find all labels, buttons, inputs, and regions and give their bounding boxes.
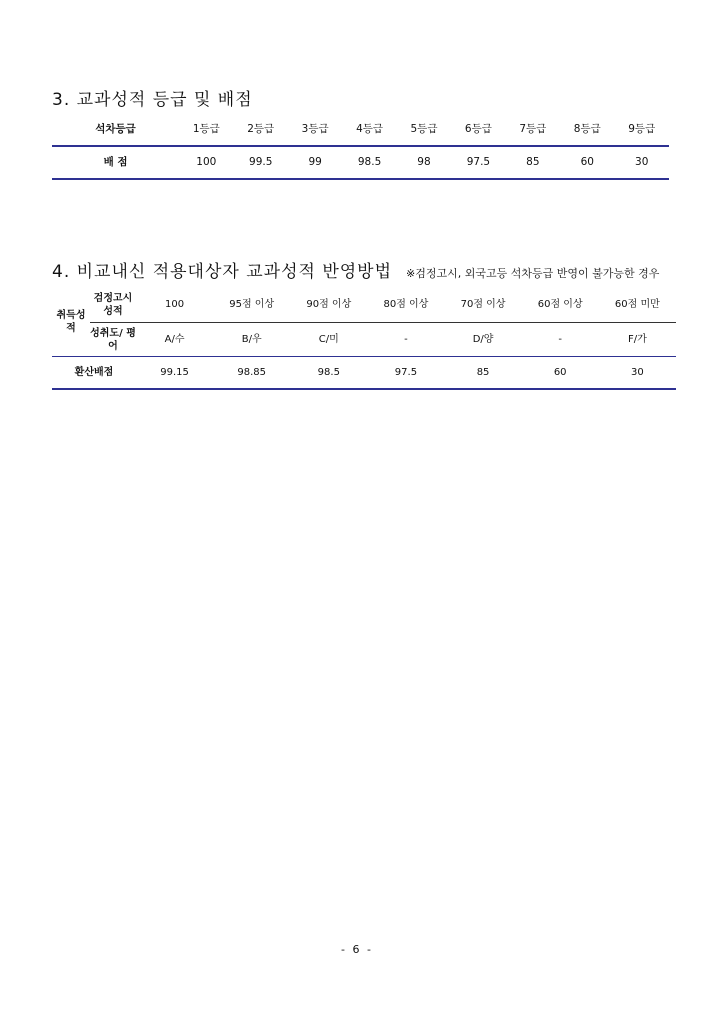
grade-score-table [52, 113, 669, 180]
ged-label: 검정고시 성적 [90, 287, 136, 323]
converted-score-cell: 98.5 [290, 357, 367, 390]
converted-score-cell: 85 [445, 357, 522, 390]
converted-score-cell: 60 [522, 357, 599, 390]
ged-cell: 60점 이상 [522, 287, 599, 323]
acquired-score-label: 취득성적 [52, 287, 90, 357]
converted-score-cell: 30 [599, 357, 676, 390]
score-cell: 99.5 [234, 146, 288, 179]
score-row [52, 146, 669, 179]
grade-cell: 9등급 [614, 113, 669, 146]
achievement-row [52, 323, 676, 357]
grade-cell: 3등급 [288, 113, 342, 146]
section-3-heading [52, 85, 253, 110]
page-number: - 6 - [341, 943, 373, 956]
ged-cell: 70점 이상 [445, 287, 522, 323]
grade-row [52, 113, 669, 146]
achievement-cell: - [522, 323, 599, 357]
converted-score-row [52, 357, 676, 390]
section-4-title: 4. 비교내신 적용대상자 교과성적 반영방법 [52, 262, 393, 282]
grade-cell: 2등급 [234, 113, 288, 146]
achievement-cell: A/수 [136, 323, 213, 357]
score-cell: 100 [179, 146, 233, 179]
converted-score-cell: 98.85 [213, 357, 290, 390]
converted-score-cell: 99.15 [136, 357, 213, 390]
score-cell: 85 [506, 146, 560, 179]
section-3-title: 3. 교과성적 등급 및 배점 [52, 90, 253, 110]
achievement-label: 성취도/ 평어 [90, 323, 136, 357]
score-row-label: 배 점 [52, 146, 179, 179]
score-cell: 97.5 [451, 146, 505, 179]
ged-row [52, 287, 676, 323]
ged-cell: 80점 이상 [367, 287, 444, 323]
ged-cell: 100 [136, 287, 213, 323]
score-cell: 98.5 [342, 146, 396, 179]
grade-cell: 8등급 [560, 113, 614, 146]
score-cell: 99 [288, 146, 342, 179]
converted-score-cell: 97.5 [367, 357, 444, 390]
ged-cell: 60점 미만 [599, 287, 676, 323]
ged-cell: 90점 이상 [290, 287, 367, 323]
ged-cell: 95점 이상 [213, 287, 290, 323]
achievement-cell: - [367, 323, 444, 357]
achievement-cell: F/가 [599, 323, 676, 357]
grade-cell: 4등급 [342, 113, 396, 146]
grade-cell: 1등급 [179, 113, 233, 146]
grade-cell: 7등급 [506, 113, 560, 146]
grade-cell: 5등급 [397, 113, 451, 146]
achievement-cell: C/미 [290, 323, 367, 357]
score-cell: 30 [614, 146, 669, 179]
achievement-cell: D/양 [445, 323, 522, 357]
comparative-grade-table [52, 287, 676, 390]
converted-score-label: 환산배점 [52, 357, 136, 390]
grade-cell: 6등급 [451, 113, 505, 146]
section-4-note: ※검정고시, 외국고등 석차등급 반영이 불가능한 경우 [406, 267, 660, 280]
score-cell: 98 [397, 146, 451, 179]
grade-row-label: 석차등급 [52, 113, 179, 146]
section-4-heading [52, 257, 659, 282]
score-cell: 60 [560, 146, 614, 179]
achievement-cell: B/우 [213, 323, 290, 357]
